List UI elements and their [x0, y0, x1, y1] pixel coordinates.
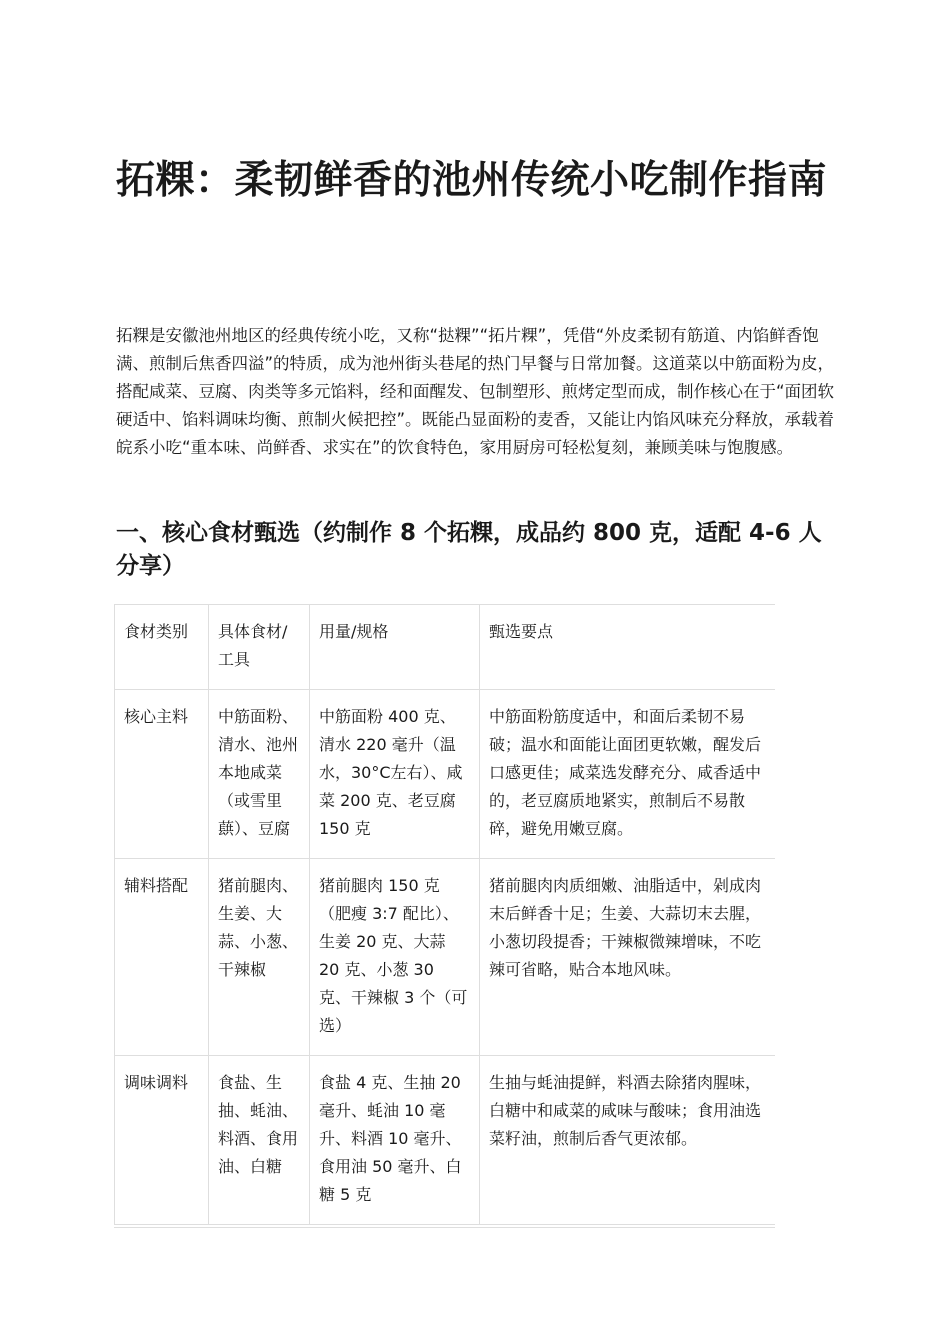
table-cell: 中筋面粉 400 克、清水 220 毫升（温水，30°C左右）、咸菜 200 克、老豆腐 150 克 [310, 690, 480, 859]
table-header-cell: 具体食材/工具 [209, 605, 310, 690]
intro-paragraph: 拓粿是安徽池州地区的经典传统小吃，又称“挞粿”“拓片粿”，凭借“外皮柔韧有筋道、内馅鲜香饱满、煎制后焦香四溢”的特质，成为池州街头巷尾的热门早餐与日常加餐。这道菜以中筋面粉为皮，搭配咸菜、豆腐、肉类等多元馅料，经和面醒发、包制塑形、煎烤定型而成，制作核心在于“面团软硬适中、馅料调味均衡、煎制火候把控”。既能凸显面粉的麦香，又能让内馅风味充分释放，承载着皖系小吃“重本味、尚鲜香、求实在”的饮食特色，家用厨房可轻松复刻，兼顾美味与饱腹感。 [116, 326, 835, 457]
table-cell: 生抽与蚝油提鲜，料酒去除猪肉腥味，白糖中和咸菜的咸味与酸味；食用油选菜籽油，煎制后香气更浓郁。 [480, 1056, 776, 1225]
table-cell: 食盐 4 克、生抽 20 毫升、蚝油 10 毫升、料酒 10 毫升、食用油 50 毫升、白糖 5 克 [310, 1056, 480, 1225]
table-header-cell: 用量/规格 [310, 605, 480, 690]
table-header-cell: 食材类别 [115, 605, 209, 690]
table-cell: 调味调料 [115, 1056, 209, 1225]
table-cell: 辅料搭配 [115, 859, 209, 1056]
ingredients-table-container [114, 604, 775, 1228]
table-cell: 中筋面粉、清水、池州本地咸菜（或雪里蕻）、豆腐 [209, 690, 310, 859]
ingredients-table [114, 604, 775, 1225]
page-title: 拓粿：柔韧鲜香的池州传统小吃制作指南 [116, 158, 828, 203]
table-cell: 核心主料 [115, 690, 209, 859]
table-cell: 食盐、生抽、蚝油、料酒、食用油、白糖 [209, 1056, 310, 1225]
table-row [115, 1056, 776, 1225]
table-row [115, 690, 776, 859]
table-cell: 中筋面粉筋度适中，和面后柔韧不易破；温水和面能让面团更软嫩，醒发后口感更佳；咸菜选发酵充分、咸香适中的，老豆腐质地紧实，煎制后不易散碎，避免用嫩豆腐。 [480, 690, 776, 859]
table-header-row [115, 605, 776, 690]
table-cell: 猪前腿肉肉质细嫩、油脂适中，剁成肉末后鲜香十足；生姜、大蒜切末去腥，小葱切段提香；干辣椒微辣增味，不吃辣可省略，贴合本地风味。 [480, 859, 776, 1056]
table-cell: 猪前腿肉、生姜、大蒜、小葱、干辣椒 [209, 859, 310, 1056]
table-row [115, 859, 776, 1056]
section-heading-ingredients: 一、核心食材甄选（约制作 8 个拓粿，成品约 800 克，适配 4-6 人分享） [116, 520, 822, 579]
table-header-cell: 甄选要点 [480, 605, 776, 690]
table-cell: 猪前腿肉 150 克（肥瘦 3:7 配比）、生姜 20 克、大蒜 20 克、小葱 30 克、干辣椒 3 个（可选） [310, 859, 480, 1056]
